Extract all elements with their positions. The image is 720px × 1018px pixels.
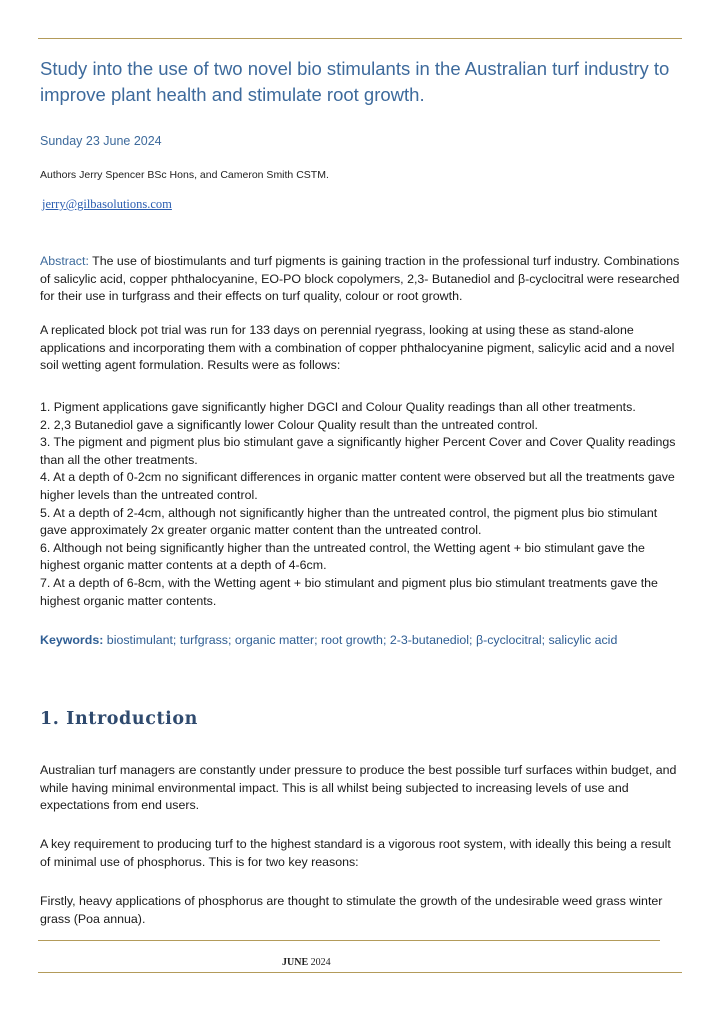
paper-title: Study into the use of two novel bio stimulants in the Australian turf industry to improve plant health and stimulate root growth. [40, 58, 670, 105]
intro-paragraph: A key requirement to producing turf to the highest standard is a vigorous root system, with ideally this being a result of minimal use of phosphorus. This is for two key reasons: [40, 837, 671, 869]
keywords-text: biostimulant; turfgrass; organic matter; root growth; 2-3-butanediol; β-cyclocitral; salicylic acid [103, 633, 618, 647]
authors-line: Authors Jerry Spencer BSc Hons, and Cameron Smith CSTM. [40, 169, 329, 181]
keywords-label: Keywords: [40, 633, 104, 647]
keywords-line [40, 632, 682, 650]
footer-month: JUNE [282, 957, 309, 968]
intro-paragraph: Firstly, heavy applications of phosphorus are thought to stimulate the growth of the undesirable weed grass winter grass (Poa annua). [40, 894, 663, 926]
abstract-text: The use of biostimulants and turf pigments is gaining traction in the professional turf industry. Combinations of salicylic acid, copper phthalocyanine, EO-PO block copolymers, 2,3- Butanediol and β-cyclocitral were researched for their use in turfgrass and their effects on turf quality, colour or root growth. [40, 254, 680, 304]
result-item: 5. At a depth of 2-4cm, although not significantly higher than the untreated control, the pigment plus bio stimulant gave approximately 2x greater organic matter content than the untreated control. [40, 505, 658, 538]
author-email-link[interactable]: jerry@gilbasolutions.com [42, 197, 172, 211]
result-item: 6. Although not being significantly higher than the untreated control, the Wetting agent + bio stimulant gave the highest organic matter contents at a depth of 4-6cm. [40, 540, 645, 573]
header-rule [38, 38, 682, 39]
abstract-paragraph [40, 253, 682, 306]
result-item: 2. 2,3 Butanediol gave a significantly lower Colour Quality result than the untreated control. [40, 417, 538, 432]
result-item: 7. At a depth of 6-8cm, with the Wetting agent + bio stimulant and pigment plus bio stimulant treatments gave the highest organic matter contents. [40, 575, 658, 608]
result-item: 3. The pigment and pigment plus bio stimulant gave a significantly higher Percent Cover and Cover Quality readings than all the other treatments. [40, 435, 676, 467]
page-footer [282, 957, 331, 968]
results-list [40, 399, 682, 610]
trial-paragraph: A replicated block pot trial was run for 133 days on perennial ryegrass, looking at using these as stand-alone applications and incorporating them with a combination of copper phthalocyanine pigment, salicylic acid and a novel soil wetting agent formulation. Results were as follows: [40, 323, 675, 373]
footer-rule-lower [38, 972, 682, 973]
intro-paragraph: Australian turf managers are constantly under pressure to produce the best possible turf surfaces within budget, and while having minimal environmental impact. This is all whilst being subjected to increasing levels of use and expectations from end users. [40, 763, 677, 813]
result-item: 4. At a depth of 0-2cm no significant differences in organic matter content were observed but all the treatments gave higher levels than the untreated control. [40, 470, 675, 502]
abstract-label: Abstract: [40, 254, 89, 268]
result-item: 1. Pigment applications gave significantly higher DGCI and Colour Quality readings than all other treatments. [40, 400, 636, 414]
footer-rule [38, 940, 660, 941]
footer-year: 2024 [308, 957, 331, 968]
section-heading-introduction: 1. Introduction [40, 709, 198, 729]
publication-date: Sunday 23 June 2024 [40, 134, 162, 148]
